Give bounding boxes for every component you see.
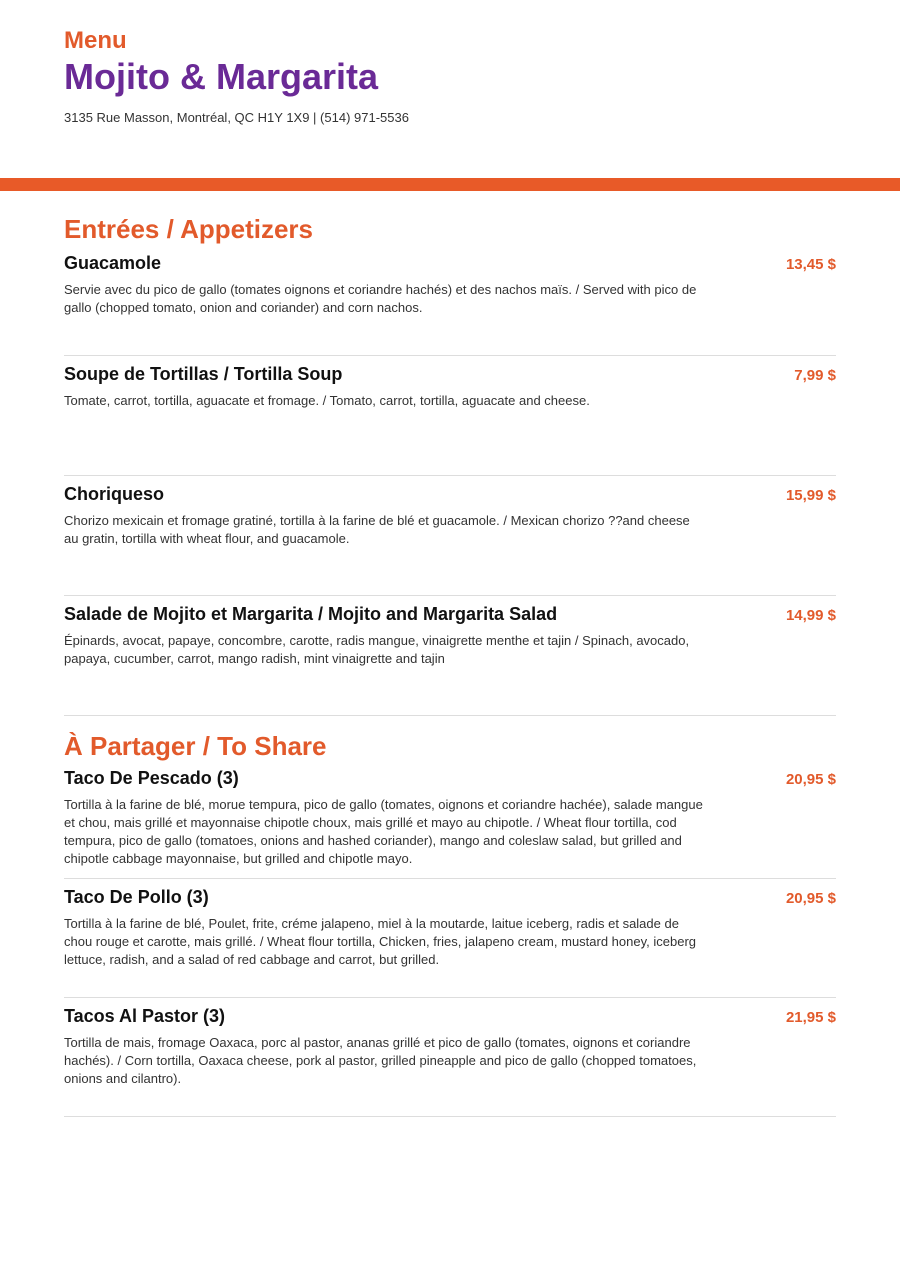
item-price: 7,99 $ — [794, 367, 836, 384]
item-name: Salade de Mojito et Margarita / Mojito and Margarita Salad — [64, 604, 558, 624]
menu-kicker: Menu — [64, 27, 127, 54]
menu-item-guacamole — [64, 245, 836, 355]
section-title: Entrées / Appetizers — [64, 214, 314, 244]
menu-item-mojito-salad — [64, 595, 836, 715]
item-price: 15,99 $ — [785, 487, 836, 504]
accent-band — [0, 178, 900, 191]
item-name: Taco De Pollo (3) — [64, 887, 209, 907]
item-price: 21,95 $ — [785, 1009, 836, 1026]
item-description: Servie avec du pico de gallo (tomates oignons et coriandre hachés) et des nachos maïs. / Served with pico de gallo (chopped tomato, onion and coriander) and corn nachos. — [64, 282, 697, 315]
item-price: 20,95 $ — [785, 890, 836, 907]
restaurant-address: 3135 Rue Masson, Montréal, QC H1Y 1X9 | (514) 971-5536 — [64, 110, 409, 125]
item-description: Chorizo mexicain et fromage gratiné, tortilla à la farine de blé et guacamole. / Mexican chorizo ??and cheese au gratin, tortilla with wheat flour, and guacamole. — [64, 513, 690, 546]
restaurant-name: Mojito & Margarita — [64, 56, 379, 97]
item-name: Choriqueso — [64, 484, 165, 504]
menu-item-tortilla-soup — [64, 355, 836, 475]
item-name: Tacos Al Pastor (3) — [64, 1006, 226, 1026]
menu-item-taco-pescado — [64, 762, 836, 878]
item-price: 13,45 $ — [785, 256, 836, 273]
item-name: Taco De Pescado (3) — [64, 768, 239, 788]
section-to-share — [64, 715, 836, 1117]
closing-divider — [64, 1116, 836, 1117]
menu-header — [64, 26, 836, 125]
item-description: Tortilla de mais, fromage Oaxaca, porc al pastor, ananas grillé et pico de gallo (tomates, oignons et coriandre hachés). / Corn tortilla, Oaxaca cheese, pork al pastor, grilled pineapple and pico de gallo (chopped tomatoes, onions and cilantro). — [64, 1035, 697, 1086]
menu-item-choriqueso — [64, 475, 836, 595]
item-description: Tortilla à la farine de blé, morue tempura, pico de gallo (tomates, oignons et coriandre hachée), salade mangue et chou, mais grillé et mayonnaise chipotle choux, mais grillé et mayo au chipotle. / Wheat flour tortilla, cod tempura, pico de gallo (tomatoes, onions and hashed coriander), mango and coleslaw salad, but grilled and chipotle cabbage mayonnaise, but grilled and chipotle mayo. — [64, 797, 703, 866]
menu-item-taco-pollo — [64, 878, 836, 997]
item-description: Tortilla à la farine de blé, Poulet, frite, créme jalapeno, miel à la moutarde, laitue iceberg, radis et salade de chou rouge et carotte, mais grillé. / Wheat flour tortilla, Chicken, fries, jalapeno cream, mustard honey, iceberg lettuce, radish, and a salad of red cabbage and carrot, but grilled. — [64, 916, 696, 967]
item-name: Soupe de Tortillas / Tortilla Soup — [64, 364, 343, 384]
item-description: Tomate, carrot, tortilla, aguacate et fromage. / Tomato, carrot, tortilla, aguacate and cheese. — [64, 393, 590, 408]
section-appetizers — [64, 213, 836, 715]
section-title: À Partager / To Share — [64, 731, 327, 761]
menu-content — [64, 213, 836, 1117]
menu-item-tacos-al-pastor — [64, 997, 836, 1116]
item-description: Épinards, avocat, papaye, concombre, carotte, radis mangue, vinaigrette menthe et tajin / Spinach, avocado, papaya, cucumber, carrot, mango radish, mint vinaigrette and tajin — [64, 633, 690, 666]
item-name: Guacamole — [64, 253, 162, 273]
item-price: 20,95 $ — [785, 771, 836, 788]
item-price: 14,99 $ — [785, 607, 836, 624]
